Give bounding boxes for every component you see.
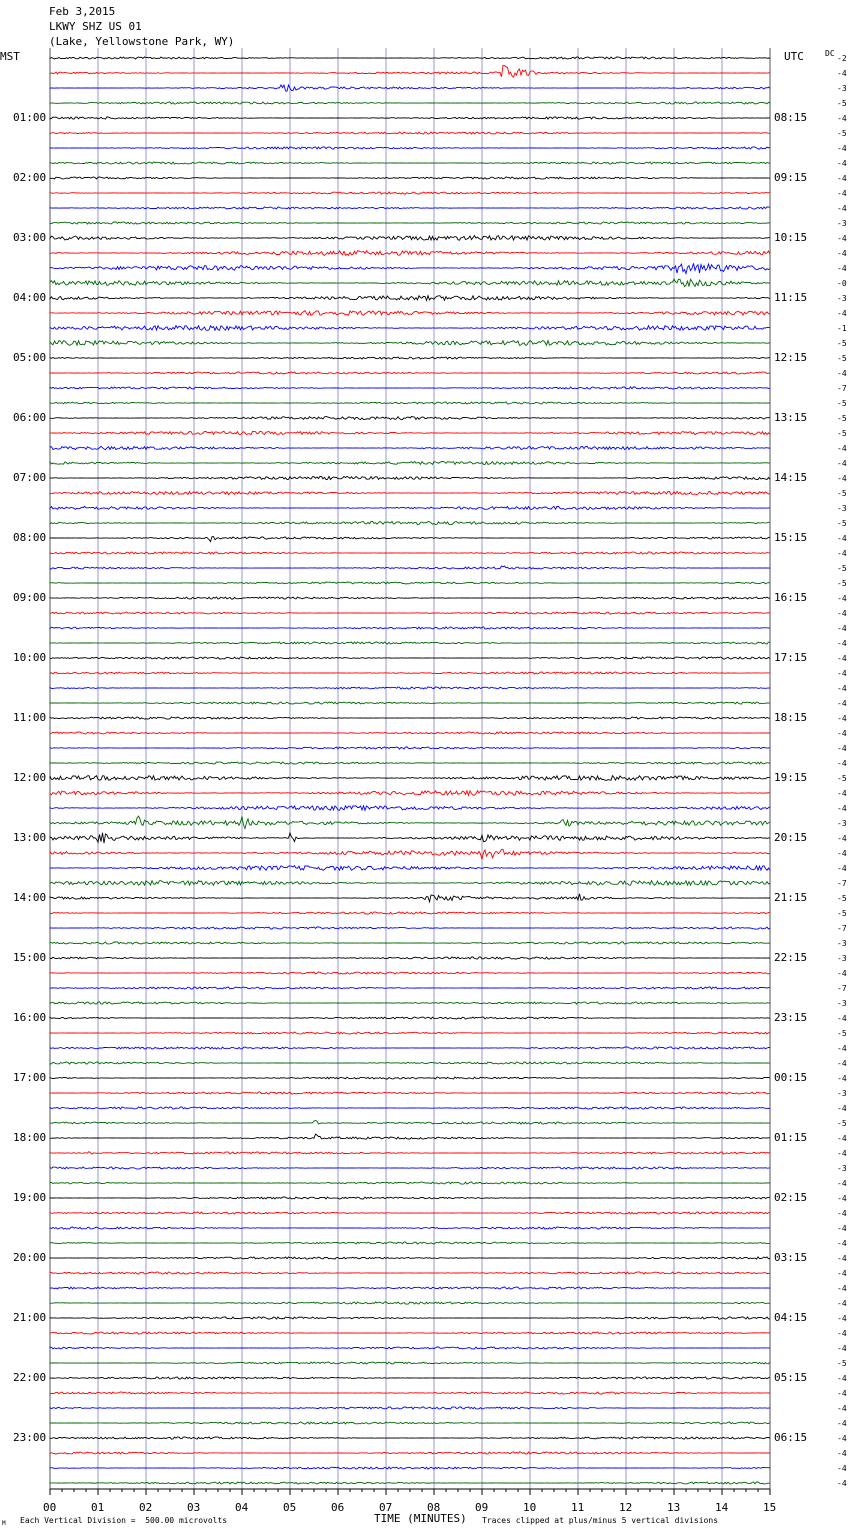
dc-offset-label: -5 (837, 429, 847, 438)
trace-85 (50, 1332, 770, 1334)
right-hour-label: 20:15 (774, 831, 808, 844)
trace-51 (50, 816, 770, 828)
right-hour-label: 16:15 (774, 591, 808, 604)
left-hour-label: 11:00 (13, 711, 47, 724)
trace-50 (50, 806, 770, 811)
dc-offset-label: -4 (837, 639, 847, 648)
time-axis (50, 1489, 770, 1495)
scale-note: Each Vertical Division = 500.00 microvolts (20, 1516, 228, 1525)
right-hour-label: 04:15 (774, 1311, 808, 1324)
x-axis-title: TIME (MINUTES) (374, 1512, 467, 1525)
dc-offset-label: -4 (837, 189, 847, 198)
dc-offset-label: -5 (837, 1359, 847, 1368)
dc-offset-label: -4 (837, 69, 847, 78)
dc-offset-label: -4 (837, 1224, 847, 1233)
trace-53 (50, 849, 770, 859)
dc-offset-label: -5 (837, 774, 847, 783)
trace-41 (50, 672, 770, 674)
dc-offset-label: -4 (837, 1014, 847, 1023)
trace-81 (50, 1272, 770, 1274)
dc-offset-label: -4 (837, 204, 847, 213)
trace-2 (50, 85, 770, 91)
dc-offset-label: -4 (837, 1329, 847, 1338)
trace-83 (50, 1302, 770, 1304)
trace-13 (50, 251, 770, 256)
trace-61 (50, 972, 770, 974)
x-tick-label: 02 (139, 1501, 153, 1514)
dc-offset-label: -5 (837, 519, 847, 528)
x-tick-label: 03 (187, 1501, 201, 1514)
dc-offset-label: -5 (837, 1029, 847, 1038)
dc-offset-label: -5 (837, 414, 847, 423)
trace-52 (50, 833, 770, 844)
dc-offset-label: -4 (837, 549, 847, 558)
dc-offset-label: -4 (837, 744, 847, 753)
trace-33 (50, 552, 770, 554)
trace-9 (50, 192, 770, 194)
dc-offset-label: -3 (837, 294, 847, 303)
dc-offset-label: -4 (837, 699, 847, 708)
trace-60 (50, 957, 770, 959)
trace-65 (50, 1032, 770, 1034)
trace-3 (50, 102, 770, 104)
left-hour-label: 02:00 (13, 171, 47, 184)
x-tick-label: 00 (43, 1501, 57, 1514)
trace-29 (50, 491, 770, 494)
trace-35 (50, 582, 770, 584)
dc-offset-label: -4 (837, 1074, 847, 1083)
x-tick-label: 11 (571, 1501, 585, 1514)
right-hour-label: 23:15 (774, 1011, 808, 1024)
trace-89 (50, 1392, 770, 1394)
trace-63 (50, 1002, 770, 1004)
trace-42 (50, 687, 770, 689)
dc-offset-label: -1 (837, 324, 847, 333)
left-hour-label: 22:00 (13, 1371, 47, 1384)
dc-offset-label: -3 (837, 819, 847, 828)
trace-15 (50, 279, 770, 287)
trace-87 (50, 1362, 770, 1364)
right-hour-label: 00:15 (774, 1071, 808, 1084)
trace-93 (50, 1452, 770, 1454)
trace-27 (50, 461, 770, 464)
x-tick-label: 05 (283, 1501, 297, 1514)
dc-offset-label: -4 (837, 1314, 847, 1323)
trace-84 (50, 1317, 770, 1319)
right-hour-label: 02:15 (774, 1191, 808, 1204)
dc-offset-label: -4 (837, 1149, 847, 1158)
x-tick-label: 07 (379, 1501, 393, 1514)
dc-offset-label: -0 (837, 279, 847, 288)
trace-43 (50, 702, 770, 704)
trace-6 (50, 147, 770, 149)
left-hour-label: 20:00 (13, 1251, 47, 1264)
trace-21 (50, 372, 770, 374)
x-tick-label: 06 (331, 1501, 345, 1514)
trace-77 (50, 1212, 770, 1214)
trace-32 (50, 537, 770, 542)
trace-10 (50, 207, 770, 209)
dc-offset-label: -4 (837, 1239, 847, 1248)
dc-offset-label: -4 (837, 1209, 847, 1218)
dc-offset-label: -4 (837, 624, 847, 633)
dc-offset-label: -5 (837, 894, 847, 903)
dc-offset-label: -4 (837, 1059, 847, 1068)
trace-67 (50, 1062, 770, 1064)
left-hour-label: 05:00 (13, 351, 47, 364)
dc-offset-label: -4 (837, 1254, 847, 1263)
station-code: LKWY SHZ US 01 (49, 20, 142, 33)
right-hour-label: 18:15 (774, 711, 808, 724)
left-hour-label: 10:00 (13, 651, 47, 664)
right-hour-label: 09:15 (774, 171, 808, 184)
x-tick-label: 01 (91, 1501, 105, 1514)
trace-36 (50, 597, 770, 599)
corner-mark: M (2, 1520, 6, 1527)
dc-offset-label: -4 (837, 1104, 847, 1113)
left-hour-label: 01:00 (13, 111, 47, 124)
dc-offset-label: -5 (837, 564, 847, 573)
trace-54 (50, 866, 770, 871)
dc-offset-label: -4 (837, 1434, 847, 1443)
dc-offset-label: -4 (837, 144, 847, 153)
right-hour-label: 01:15 (774, 1131, 808, 1144)
trace-66 (50, 1047, 770, 1049)
dc-offset-label: -3 (837, 1164, 847, 1173)
left-hour-label: 23:00 (13, 1431, 47, 1444)
trace-18 (50, 326, 770, 331)
trace-14 (50, 263, 770, 273)
right-hour-label: 06:15 (774, 1431, 808, 1444)
dc-offset-label: -7 (837, 924, 847, 933)
dc-offset-label: -7 (837, 984, 847, 993)
dc-offset-label: -4 (837, 789, 847, 798)
trace-0 (50, 57, 770, 59)
plot-date: Feb 3,2015 (49, 5, 116, 18)
left-hour-label: 07:00 (13, 471, 47, 484)
trace-49 (50, 791, 770, 796)
dc-offset-label: -5 (837, 909, 847, 918)
dc-offset-label: -4 (837, 609, 847, 618)
right-hour-label: 19:15 (774, 771, 808, 784)
dc-offset-label: -4 (837, 369, 847, 378)
trace-91 (50, 1422, 770, 1424)
trace-22 (50, 387, 770, 389)
trace-90 (50, 1407, 770, 1409)
trace-34 (50, 566, 770, 569)
left-hour-label: 19:00 (13, 1191, 47, 1204)
right-hour-label: 08:15 (774, 111, 808, 124)
trace-88 (50, 1377, 770, 1379)
dc-offset-label: -5 (837, 129, 847, 138)
dc-offset-label: -4 (837, 444, 847, 453)
left-timezone: MST (0, 50, 20, 63)
dc-offset-label: -4 (837, 114, 847, 123)
trace-26 (50, 446, 770, 449)
trace-37 (50, 612, 770, 614)
dc-offset-label: -4 (837, 474, 847, 483)
dc-offset-label: -4 (837, 804, 847, 813)
right-hour-label: 14:15 (774, 471, 808, 484)
x-tick-label: 09 (475, 1501, 489, 1514)
dc-offset-label: -3 (837, 954, 847, 963)
right-hour-label: 22:15 (774, 951, 808, 964)
trace-86 (50, 1347, 770, 1349)
dc-offset-label: -5 (837, 399, 847, 408)
dc-offset-label: -5 (837, 579, 847, 588)
trace-5 (50, 132, 770, 134)
dc-offset-label: -4 (837, 714, 847, 723)
right-hour-label: 11:15 (774, 291, 808, 304)
x-tick-label: 14 (715, 1501, 729, 1514)
trace-68 (50, 1077, 770, 1079)
dc-offset-label: -3 (837, 939, 847, 948)
right-hour-label: 13:15 (774, 411, 808, 424)
dc-offset-label: -4 (837, 729, 847, 738)
x-tick-label: 15 (763, 1501, 777, 1514)
dc-offset-label: -4 (837, 1389, 847, 1398)
trace-46 (50, 747, 770, 749)
dc-offset-label: -4 (837, 684, 847, 693)
x-tick-label: 13 (667, 1501, 681, 1514)
dc-offset-label: -3 (837, 84, 847, 93)
trace-70 (50, 1107, 770, 1109)
dc-offset-label: -5 (837, 354, 847, 363)
trace-56 (50, 894, 770, 902)
seismic-traces (50, 57, 770, 1484)
dc-offset-label: -4 (837, 654, 847, 663)
dc-offset-label: -4 (837, 1479, 847, 1488)
dc-offset-label: -5 (837, 339, 847, 348)
trace-4 (50, 117, 770, 119)
dc-offset-label: -4 (837, 864, 847, 873)
dc-offset-label: -4 (837, 1344, 847, 1353)
trace-7 (50, 162, 770, 164)
dc-offset-label: -4 (837, 1299, 847, 1308)
dc-offset-label: -5 (837, 489, 847, 498)
trace-11 (50, 222, 770, 224)
trace-58 (50, 927, 770, 929)
trace-79 (50, 1242, 770, 1244)
dc-offset-label: -4 (837, 159, 847, 168)
dc-offset-label: -4 (837, 1134, 847, 1143)
trace-80 (50, 1257, 770, 1259)
x-tick-label: 10 (523, 1501, 537, 1514)
dc-offset-label: -4 (837, 969, 847, 978)
right-hour-label: 15:15 (774, 531, 808, 544)
trace-45 (50, 732, 770, 734)
trace-8 (50, 177, 770, 179)
right-timezone: UTC (784, 50, 804, 63)
dc-offset-label: -4 (837, 669, 847, 678)
trace-55 (50, 881, 770, 886)
dc-offset-label: -2 (837, 54, 847, 63)
trace-78 (50, 1227, 770, 1229)
trace-82 (50, 1287, 770, 1289)
trace-57 (50, 912, 770, 914)
dc-offset-label: -4 (837, 234, 847, 243)
dc-offset-label: -4 (837, 174, 847, 183)
dc-offset-label: -4 (837, 1179, 847, 1188)
x-tick-label: 12 (619, 1501, 633, 1514)
trace-44 (50, 717, 770, 719)
left-hour-label: 12:00 (13, 771, 47, 784)
dc-offset-label: -3 (837, 1089, 847, 1098)
trace-76 (50, 1197, 770, 1199)
trace-39 (50, 642, 770, 644)
trace-48 (50, 776, 770, 781)
trace-19 (50, 341, 770, 346)
dc-offset-label: -4 (837, 1404, 847, 1413)
trace-40 (50, 657, 770, 659)
trace-20 (50, 357, 770, 359)
dc-offset-label: -7 (837, 384, 847, 393)
right-hour-label: 17:15 (774, 651, 808, 664)
trace-24 (50, 417, 770, 420)
right-hour-label: 12:15 (774, 351, 808, 364)
trace-17 (50, 311, 770, 316)
dc-offset-label: -7 (837, 879, 847, 888)
trace-92 (50, 1437, 770, 1439)
dc-offset-label: -4 (837, 1269, 847, 1278)
trace-1 (50, 65, 770, 77)
left-hour-label: 21:00 (13, 1311, 47, 1324)
dc-offset-label: -4 (837, 759, 847, 768)
x-tick-label: 08 (427, 1501, 441, 1514)
trace-38 (50, 627, 770, 629)
left-hour-label: 16:00 (13, 1011, 47, 1024)
dc-offset-label: -4 (837, 1374, 847, 1383)
right-hour-label: 03:15 (774, 1251, 808, 1264)
trace-72 (50, 1134, 770, 1139)
trace-25 (50, 431, 770, 434)
dc-offset-label: -4 (837, 249, 847, 258)
left-hour-label: 09:00 (13, 591, 47, 604)
right-hour-label: 21:15 (774, 891, 808, 904)
trace-31 (50, 521, 770, 524)
trace-64 (50, 1017, 770, 1019)
dc-offset-label: -4 (837, 1044, 847, 1053)
dc-offset-label: -4 (837, 834, 847, 843)
trace-12 (50, 236, 770, 241)
x-tick-label: 04 (235, 1501, 249, 1514)
trace-75 (50, 1182, 770, 1184)
dc-offset-label: -4 (837, 1419, 847, 1428)
trace-28 (50, 476, 770, 479)
dc-offset-label: -4 (837, 459, 847, 468)
left-hour-label: 14:00 (13, 891, 47, 904)
trace-73 (50, 1152, 770, 1155)
dc-offset-label: -4 (837, 849, 847, 858)
dc-offset-label: -4 (837, 1194, 847, 1203)
dc-header: DC (825, 49, 835, 58)
left-hour-label: 08:00 (13, 531, 47, 544)
left-hour-label: 13:00 (13, 831, 47, 844)
trace-47 (50, 762, 770, 764)
trace-59 (50, 942, 770, 944)
station-location: (Lake, Yellowstone Park, WY) (49, 35, 235, 48)
right-hour-label: 10:15 (774, 231, 808, 244)
left-hour-label: 03:00 (13, 231, 47, 244)
dc-offset-label: -3 (837, 999, 847, 1008)
left-hour-label: 17:00 (13, 1071, 47, 1084)
dc-offset-label: -4 (837, 594, 847, 603)
right-hour-label: 05:15 (774, 1371, 808, 1384)
dc-offset-label: -4 (837, 1449, 847, 1458)
left-hour-label: 04:00 (13, 291, 47, 304)
trace-23 (50, 402, 770, 404)
dc-offset-label: -5 (837, 99, 847, 108)
left-hour-label: 06:00 (13, 411, 47, 424)
dc-offset-label: -5 (837, 1119, 847, 1128)
left-hour-label: 18:00 (13, 1131, 47, 1144)
dc-offset-label: -4 (837, 1464, 847, 1473)
trace-30 (50, 506, 770, 509)
trace-62 (50, 987, 770, 989)
dc-offset-label: -4 (837, 309, 847, 318)
trace-71 (50, 1120, 770, 1124)
trace-95 (50, 1482, 770, 1484)
trace-74 (50, 1167, 770, 1169)
dc-offset-label: -4 (837, 264, 847, 273)
dc-offset-label: -3 (837, 504, 847, 513)
dc-offset-label: -3 (837, 219, 847, 228)
trace-94 (50, 1467, 770, 1469)
trace-16 (50, 296, 770, 301)
left-hour-label: 15:00 (13, 951, 47, 964)
dc-offset-label: -4 (837, 1284, 847, 1293)
clip-note: Traces clipped at plus/minus 5 vertical divisions (482, 1516, 719, 1525)
dc-offset-label: -4 (837, 534, 847, 543)
trace-69 (50, 1092, 770, 1094)
